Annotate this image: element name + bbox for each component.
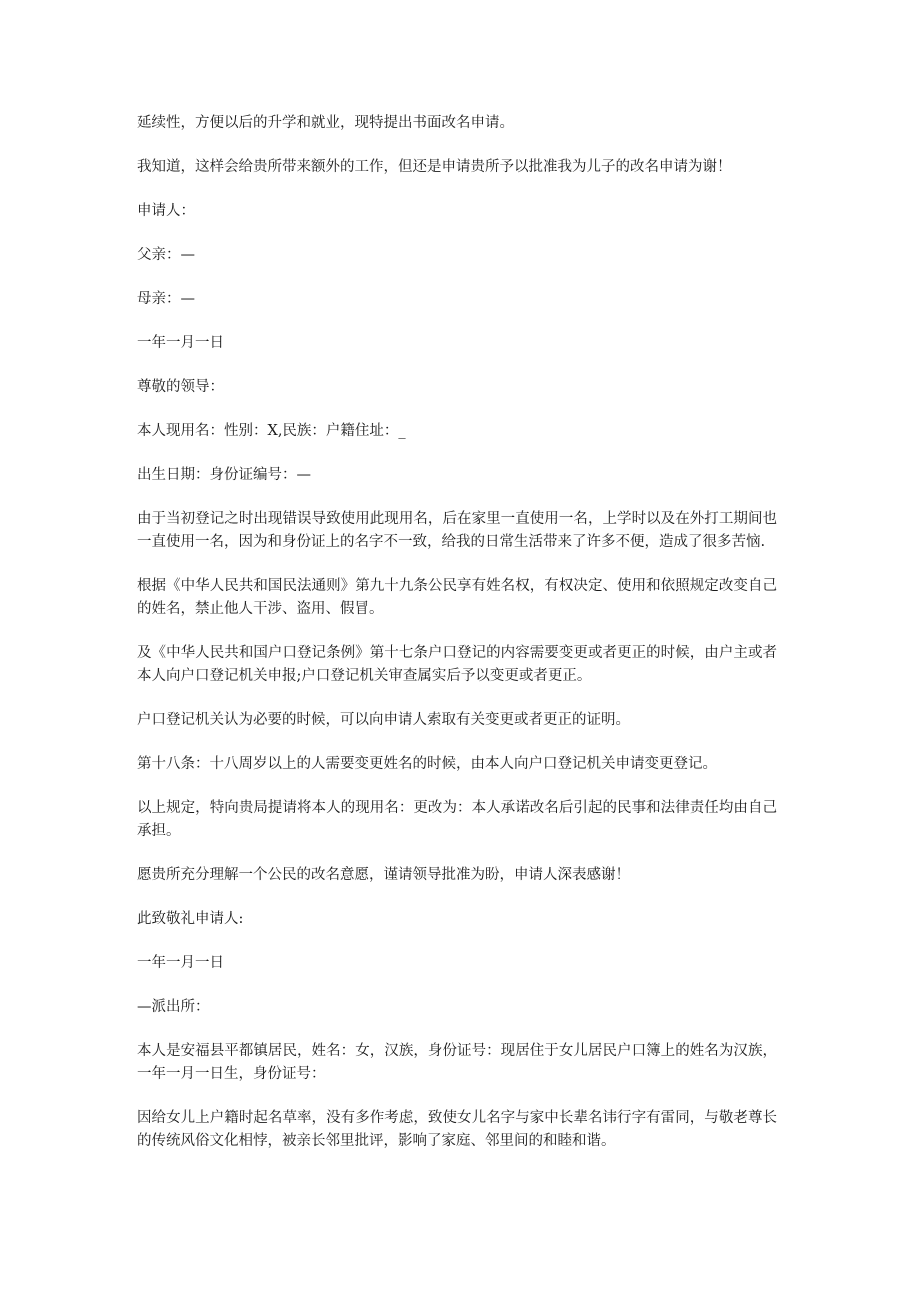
father-line: 父亲：— — [137, 247, 195, 263]
paragraph: 出生日期：身份证编号：— — [137, 467, 311, 483]
paragraph: 第十八条：十八周岁以上的人需要变更姓名的时候，由本人向户口登记机关申请变更登记。 — [137, 756, 717, 772]
paragraph: 本人是安福县平都镇居民，姓名：女，汉族，身份证号：现居住于女儿居民户口簿上的姓名为汉族，一年一月一日生，身份证号： — [137, 1043, 777, 1082]
paragraph: 根据《中华人民共和国民法通则》第九十九条公民享有姓名权，有权决定、使用和依照规定改变自己的姓名，禁止他人干涉、盗用、假冒。 — [137, 578, 777, 617]
closing-line: 此致敬礼申请人: — [137, 911, 244, 927]
paragraph: 本人现用名：性别：X,民族：户籍住址：_ — [137, 423, 406, 439]
paragraph: 户口登记机关认为必要的时候，可以向申请人索取有关变更或者更正的证明。 — [137, 712, 630, 728]
mother-line: 母亲：— — [137, 291, 195, 307]
applicant-label: 申请人： — [137, 203, 195, 219]
document-body — [137, 112, 777, 1174]
salutation: 尊敬的领导： — [137, 379, 224, 395]
paragraph: 我知道，这样会给贵所带来额外的工作，但还是申请贵所予以批准我为儿子的改名申请为谢！ — [137, 159, 732, 175]
salutation: —派出所： — [137, 999, 210, 1015]
paragraph: 及《中华人民共和国户口登记条例》第十七条户口登记的内容需要变更或者更正的时候，由户主或者本人向户口登记机关申报;户口登记机关审查属实后予以变更或者更正。 — [137, 645, 777, 684]
date-line: 一年一月一日 — [137, 335, 224, 351]
paragraph: 延续性，方便以后的升学和就业，现特提出书面改名申请。 — [137, 115, 514, 131]
paragraph: 由于当初登记之时出现错误导致使用此现用名，后在家里一直使用一名，上学时以及在外打工期间也一直使用一名，因为和身份证上的名字不一致，给我的日常生活带来了许多不便，造成了很多苦恼. — [137, 511, 777, 550]
paragraph: 以上规定，特向贵局提请将本人的现用名：更改为：本人承诺改名后引起的民事和法律责任均由自己承担。 — [137, 800, 777, 839]
paragraph: 因给女儿上户籍时起名草率，没有多作考虑，致使女儿名字与家中长辈名讳行字有雷同，与敬老尊长的传统风俗文化相悖，被亲长邻里批评，影响了家庭、邻里间的和睦和谐。 — [137, 1110, 777, 1149]
date-line: 一年一月一日 — [137, 955, 224, 971]
paragraph: 愿贵所充分理解一个公民的改名意愿，谨请领导批准为盼，申请人深表感谢！ — [137, 867, 630, 883]
